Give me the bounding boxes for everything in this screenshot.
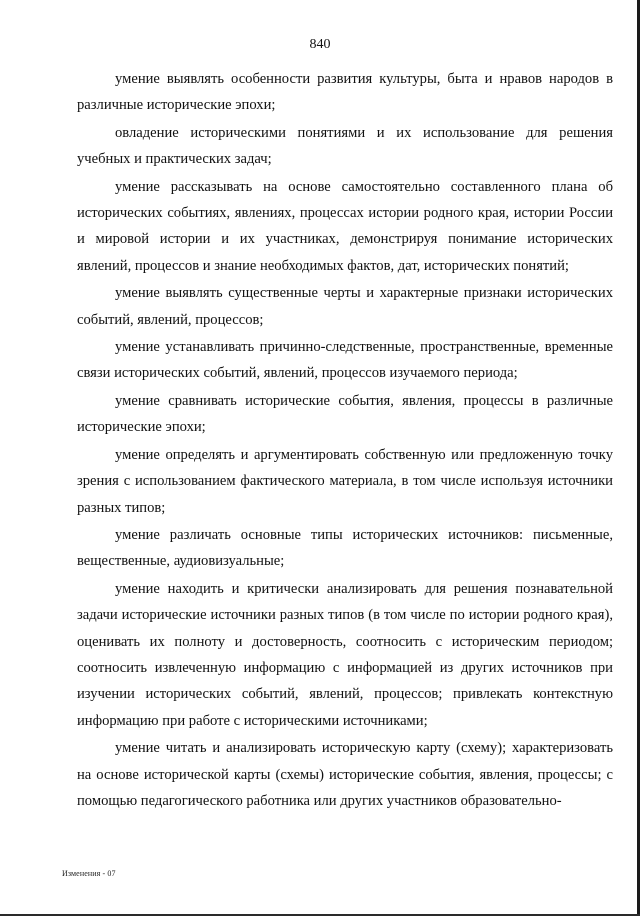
- paragraph-historical-concepts: овладение историческими понятиями и их использование для решения учебных и практических задач;: [77, 124, 613, 168]
- paragraph-causal-links: умение устанавливать причинно-следственные, пространственные, временные связи исторических событий, явлений, процессов изучаемого периода;: [77, 339, 613, 382]
- page-number: 840: [309, 37, 331, 52]
- revision-note: Изменения - 07: [62, 869, 116, 878]
- paragraph-argue-viewpoint: умение определять и аргументировать собственную или предложенную точку зрения с использованием фактического материала, в том числе используя источники разных типов;: [77, 446, 613, 516]
- document-body: [77, 66, 613, 814]
- paragraph-read-maps: умение читать и анализировать историческую карту (схему); характеризовать на основе исторической карты (схемы) исторические события, явления, процессы; с помощью педагогического работника или других участников образовательно-: [77, 740, 613, 809]
- paragraph-compare-events: умение сравнивать исторические события, явления, процессы в различные исторические эпохи;: [77, 392, 613, 436]
- paragraph-source-types: умение различать основные типы исторических источников: письменные, вещественные, аудиовизуальные;: [77, 526, 613, 570]
- paragraph-narrate-events: умение рассказывать на основе самостоятельно составленного плана об исторических событиях, явлениях, процессах истории родного края, истории России и мировой истории и их участниках, демонстрируя понимание исторических явлений, процессов и знание необходимых фактов, дат, исторических понятий;: [77, 178, 613, 274]
- paragraph-analyze-sources: умение находить и критически анализировать для решения познавательной задачи исторические источники разных типов (в том числе по истории родного края), оценивать их полноту и достоверность, соотносить с историческим периодом; соотносить извлеченную информацию с информацией из других источников при изучении исторических событий, явлений, процессов; привлекать контекстную информацию при работе с историческими источниками;: [77, 580, 613, 729]
- paragraph-culture-customs: умение выявлять особенности развития культуры, быта и нравов народов в различные исторические эпохи;: [77, 71, 613, 114]
- paragraph-essential-features: умение выявлять существенные черты и характерные признаки исторических событий, явлений, процессов;: [77, 285, 613, 328]
